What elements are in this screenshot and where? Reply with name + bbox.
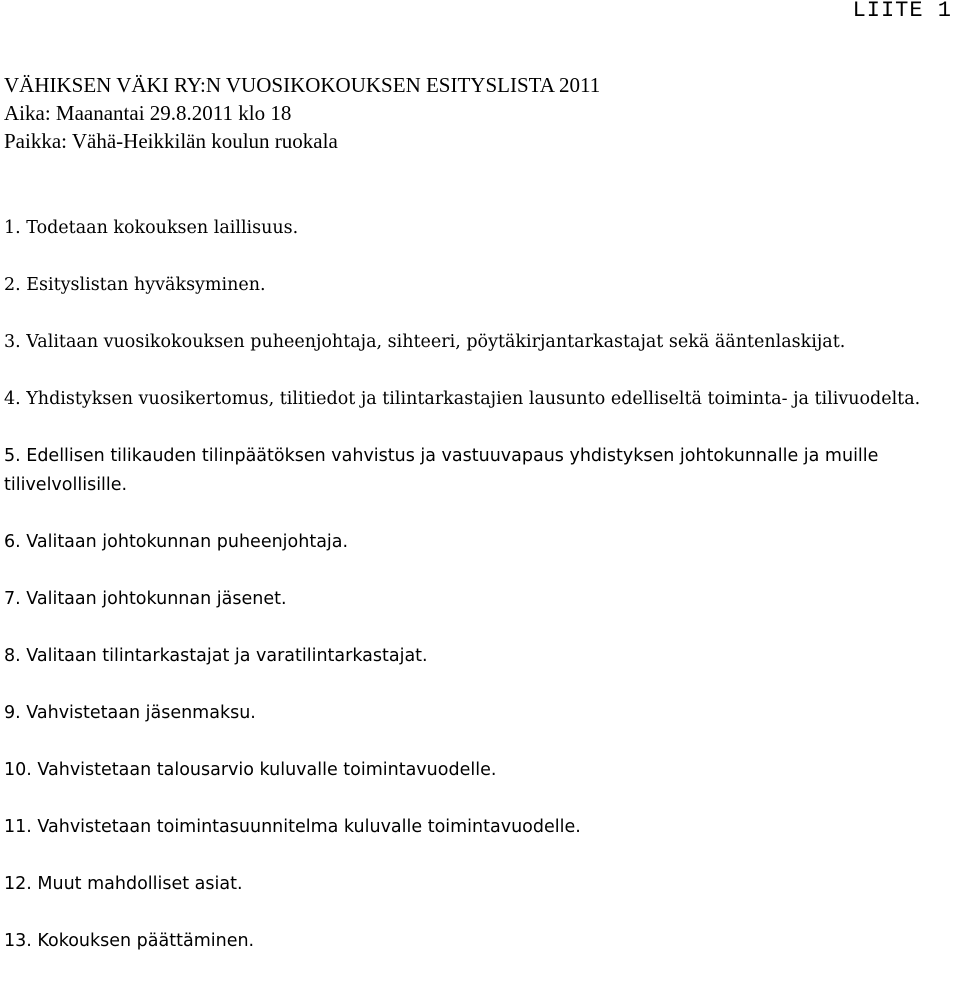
meeting-place: Paikka: Vähä-Heikkilän koulun ruokala: [4, 129, 338, 153]
attachment-label: LIITE 1: [852, 0, 952, 23]
agenda-item-13: 13. Kokouksen päättäminen.: [4, 931, 255, 951]
agenda-item-8: 8. Valitaan tilintarkastajat ja varatilintarkastajat.: [4, 646, 428, 666]
agenda-item-10: 10. Vahvistetaan talousarvio kuluvalle toimintavuodelle.: [4, 760, 497, 780]
agenda-item-11: 11. Vahvistetaan toimintasuunnitelma kuluvalle toimintavuodelle.: [4, 817, 581, 837]
agenda-item-2: 2. Esityslistan hyväksyminen.: [4, 275, 266, 295]
meeting-time: Aika: Maanantai 29.8.2011 klo 18: [4, 101, 292, 125]
agenda-item-9: 9. Vahvistetaan jäsenmaksu.: [4, 703, 256, 723]
agenda-item-4: 4. Yhdistyksen vuosikertomus, tilitiedot ja tilintarkastajien lausunto edelliseltä toiminta- ja tilivuodelta.: [4, 389, 921, 409]
agenda-item-5: 5. Edellisen tilikauden tilinpäätöksen vahvistus ja vastuuvapaus yhdistyksen johtokunnalle ja muille tilivelvollisille.: [4, 446, 879, 495]
agenda-item-6: 6. Valitaan johtokunnan puheenjohtaja.: [4, 532, 349, 552]
agenda-item-7: 7. Valitaan johtokunnan jäsenet.: [4, 589, 287, 609]
document-title: VÄHIKSEN VÄKI RY:N VUOSIKOKOUKSEN ESITYSLISTA 2011: [4, 73, 601, 97]
agenda-item-12: 12. Muut mahdolliset asiat.: [4, 874, 243, 894]
agenda-item-1: 1. Todetaan kokouksen laillisuus.: [4, 218, 299, 238]
document-header: [4, 71, 600, 155]
agenda-item-3: 3. Valitaan vuosikokouksen puheenjohtaja, sihteeri, pöytäkirjantarkastajat sekä ääntenlaskijat.: [4, 332, 846, 352]
agenda-list: [4, 214, 956, 956]
